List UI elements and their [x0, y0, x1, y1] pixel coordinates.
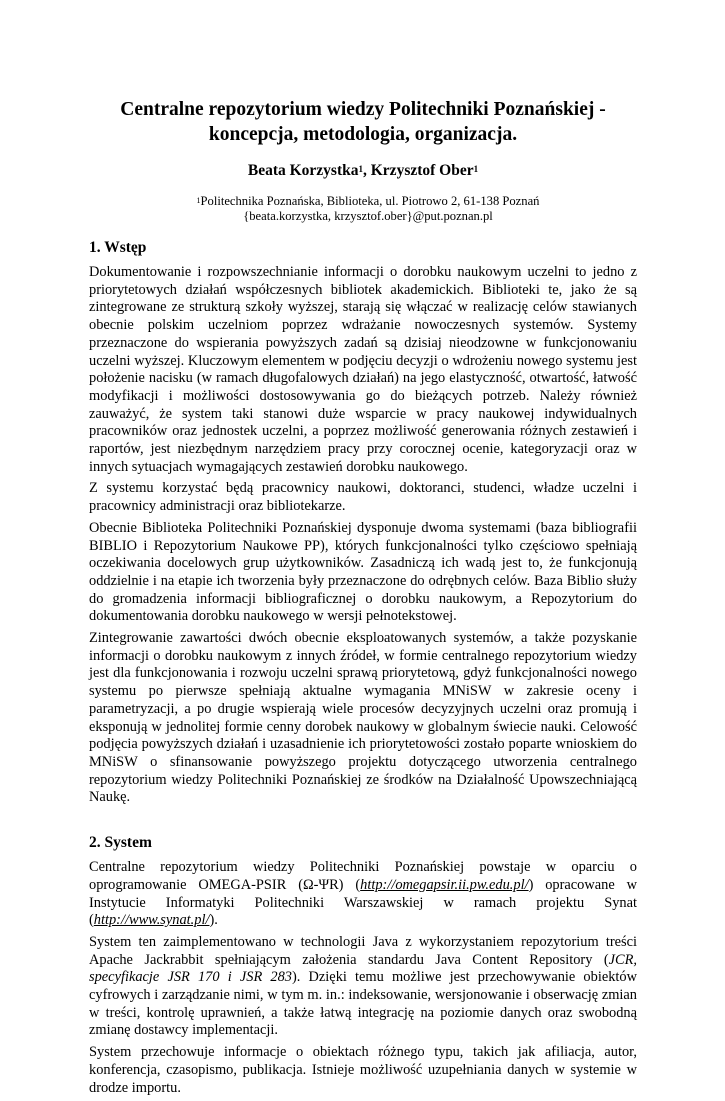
author-list: [89, 162, 637, 180]
section-heading: 2. System: [89, 834, 152, 852]
paper-title: [69, 98, 657, 147]
paragraph: Dokumentowanie i rozpowszechnianie informacji o dorobku naukowym uczelni to jedno z priorytetowych działań współczesnych bibliotek akademickich. Biblioteki te, jako że są zintegrowane ze strukturą szkoły wyższej, starają się włączać w realizację celów stawianych obecnie polskim uczelniom poprzez wdrażanie nowoczesnych systemów. Systemy przeznaczone do wspierania powyższych zadań są dzisiaj nieodzowne w funkcjonowaniu uczelni wyższej. Kluczowym elementem w podjęciu decyzji o wdrożeniu nowego systemu jest położenie nacisku (w ramach długofalowych działań) na jego elastyczność, otwartość, łatwość modyfikacji i możliwości dostosowywania go do bieżących potrzeb. Należy również zauważyć, że system taki stanowi duże wsparcie w pracy naukowej indywidualnych pracowników oraz jednostek uczelni, a poprzez możliwość generowania różnych zestawień i raportów, jest niezbędnym narzędziem pracy przy corocznej ocenie, kategoryzacji oraz w innych sytuacjach wymagających zestawień dorobku naukowego.: [89, 264, 637, 475]
paragraph-text: ).: [209, 912, 218, 929]
paragraph: Zintegrowanie zawartości dwóch obecnie eksploatowanych systemów, a także pozyskanie informacji o dorobku naukowym z innych źródeł, w formie centralnego repozytorium wiedzy jest dla funkcjonowania i rozwoju uczelni sprawą priorytetową, gdyż funkcjonalności nowego systemu po pierwsze spełniają aktualne wymagania MNiSW w zakresie oceny i parametryzacji, a po drugie wspierają wiele procesów decyzyjnych uczelni oraz promują i eksponują w jednolitej formie cenny dorobek naukowy w globalnym świecie nauki. Celowość podjęcia powyższych działań i uzasadnienie ich priorytetowości zostało poparte wnioskiem do MNiSW o sfinansowanie powyższego projektu dotyczącego utworzenia centralnego repozytorium wiedzy Politechniki Poznańskiej ze środków na Działalność Upowszechniającą Naukę.: [89, 630, 637, 806]
affiliation: [89, 194, 637, 223]
synat-link[interactable]: http://www.synat.pl/: [93, 912, 210, 929]
title-line-2: koncepcja, metodologia, organizacja.: [208, 123, 518, 145]
paragraph-text: ). Dzięki temu możliwe jest przechowywanie obiektów cyfrowych i zarządzanie nimi, w tym m. in.: indeksowanie, wersjonowanie i obserwację zmian w treści, kontrolę uprawnień, a także łatwą integrację na poziomie danych oraz swobodną zmianę dostawcy implementacji.: [89, 969, 637, 1039]
section-heading: 1. Wstęp: [89, 239, 147, 256]
paper-page: [89, 98, 637, 1101]
paragraph-text: ) opracowane w Instytucie Informatyki Politechniki Warszawskiej w ramach projektu Synat (: [89, 876, 637, 929]
paragraph-text: System ten zaimplementowano w technologii Java z wykorzystaniem repozytorium treści Apache Jackrabbit spełniającym założenia standardu Java Content Repository (: [89, 933, 637, 968]
affiliation-marker: 1: [196, 196, 201, 205]
jcr-citation: JCR, specyfikacje JSR 170 i JSR 283: [89, 951, 637, 986]
paragraph: [89, 934, 637, 1040]
title-line-1: Centralne repozytorium wiedzy Politechniki Poznańskiej -: [120, 99, 606, 120]
affiliation-emails: {beata.korzystka, krzysztof.ober}@put.poznan.pl: [243, 208, 493, 223]
author-separator: ,: [363, 162, 371, 179]
author-name: Beata Korzystka: [247, 162, 359, 179]
author-name: Krzysztof Ober: [370, 162, 474, 179]
affiliation-marker: 1: [358, 164, 363, 174]
paragraph: System przechowuje informacje o obiektach różnego typu, takich jak afiliacja, autor, konferencja, czasopismo, publikacja. Istnieje możliwość uzupełniania danych w systemie w drodze importu.: [89, 1044, 637, 1096]
paragraph: Z systemu korzystać będą pracownicy naukowi, doktoranci, studenci, władze uczelni i pracownicy administracji oraz bibliotekarze.: [89, 480, 637, 515]
affiliation-marker: 1: [473, 164, 479, 174]
paragraph-text: Centralne repozytorium wiedzy Politechniki Poznańskiej powstaje w oparciu o oprogramowanie OMEGA-PSIR (Ω-ΨR) (: [89, 859, 637, 893]
paragraph: Obecnie Biblioteka Politechniki Poznańskiej dysponuje dwoma systemami (baza bibliografii BIBLIO i Repozytorium Naukowe PP), których funkcjonalności tylko częściowo spełniają oczekiwania docelowych grup użytkowników. Zasadniczą ich wadą jest to, że funkcjonują oddzielnie i na etapie ich tworzenia były przeznaczone do odrębnych celów. Baza Biblio służy do gromadzenia informacji bibliograficznej o dorobku naukowym, a Repozytorium do dokumentowania dorobku naukowego w wersji pełnotekstowej.: [89, 519, 637, 625]
affiliation-address: Politechnika Poznańska, Biblioteka, ul. Piotrowo 2, 61-138 Poznań: [200, 194, 540, 208]
omegapsir-link[interactable]: http://omegapsir.ii.pw.edu.pl/: [360, 876, 529, 893]
paragraph: [89, 859, 637, 930]
